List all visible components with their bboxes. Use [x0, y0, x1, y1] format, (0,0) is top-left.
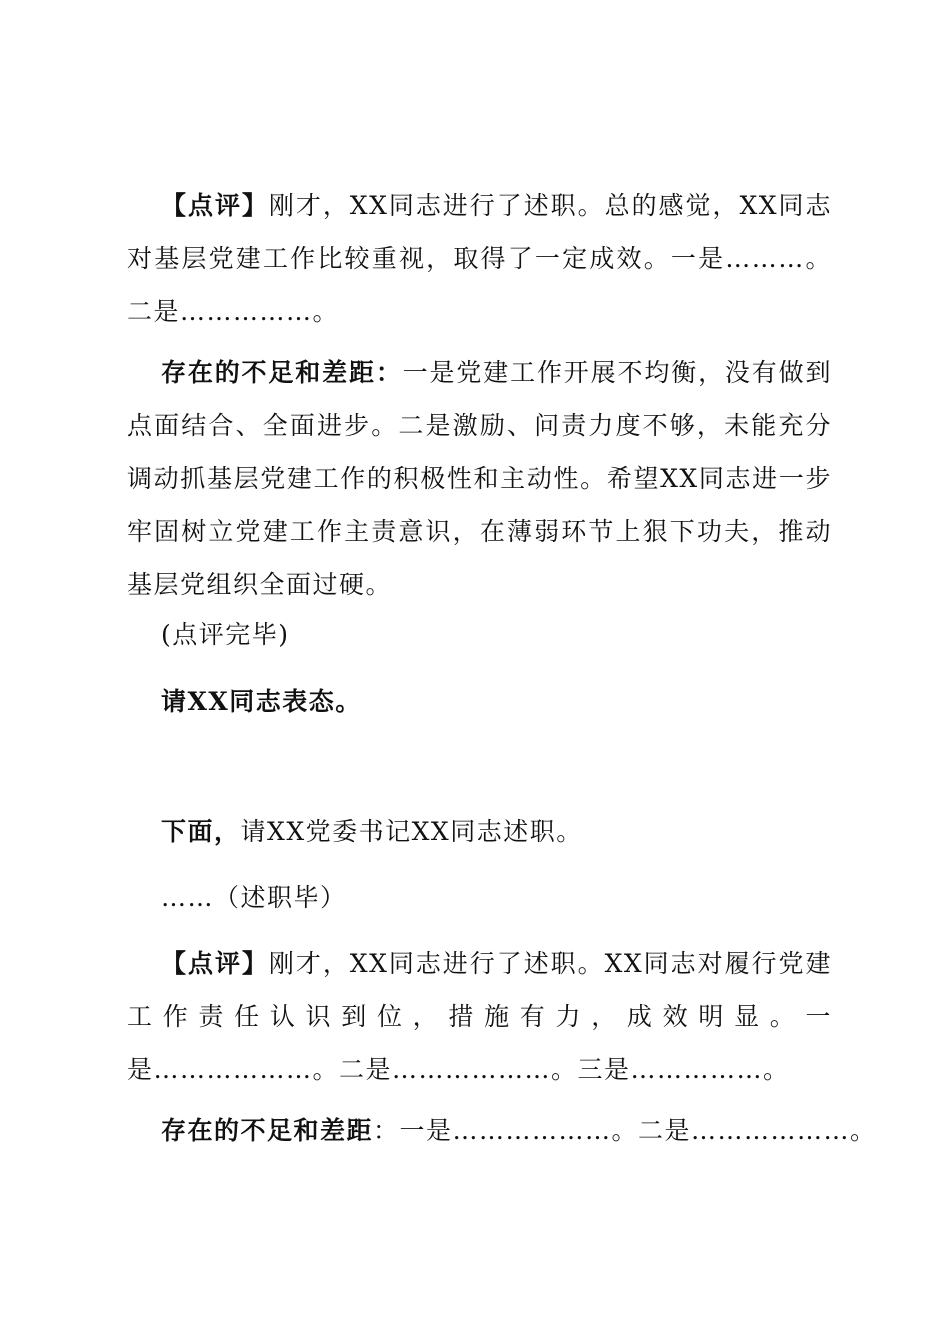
- review-label: 【点评】: [161, 191, 269, 220]
- review-label: 【点评】: [161, 949, 269, 978]
- review-paragraph-1: [127, 179, 832, 338]
- review-text: 刚才，XX同志进行了述职。XX同志对履行党建工作责任认识到位，措施有力，成效明显。一是………………。二是………………。三是……………。: [127, 949, 832, 1084]
- review-text: 刚才，XX同志进行了述职。总的感觉，XX同志对基层党建工作比较重视，取得了一定成效。一是………。二是……………。: [127, 191, 832, 326]
- next-label: 下面，: [161, 817, 241, 846]
- review-paragraph-2: [127, 937, 832, 1096]
- shortcomings-paragraph-2: [127, 1104, 877, 1157]
- shortcomings-text: ：一是………………。二是………………。: [373, 1116, 877, 1145]
- next-report-intro: [127, 805, 832, 858]
- shortcomings-label: 存在的不足和差距：: [161, 358, 403, 387]
- report-end-note: ……（述职毕）: [161, 883, 347, 912]
- review-end-note: (点评完毕): [161, 620, 290, 649]
- next-text: 请XX党委书记XX同志述职。: [240, 817, 583, 846]
- shortcomings-paragraph-1: [127, 346, 832, 611]
- statement-request: 请XX同志表态。: [161, 687, 362, 716]
- shortcomings-label: 存在的不足和差距: [161, 1116, 374, 1145]
- shortcomings-text: 一是党建工作开展不均衡，没有做到点面结合、全面进步。二是激励、问责力度不够，未能充分调动抓基层党建工作的积极性和主动性。希望XX同志进一步牢固树立党建工作主责意识，在薄弱环节上狠下功夫，推动基层党组织全面过硬。: [127, 358, 832, 599]
